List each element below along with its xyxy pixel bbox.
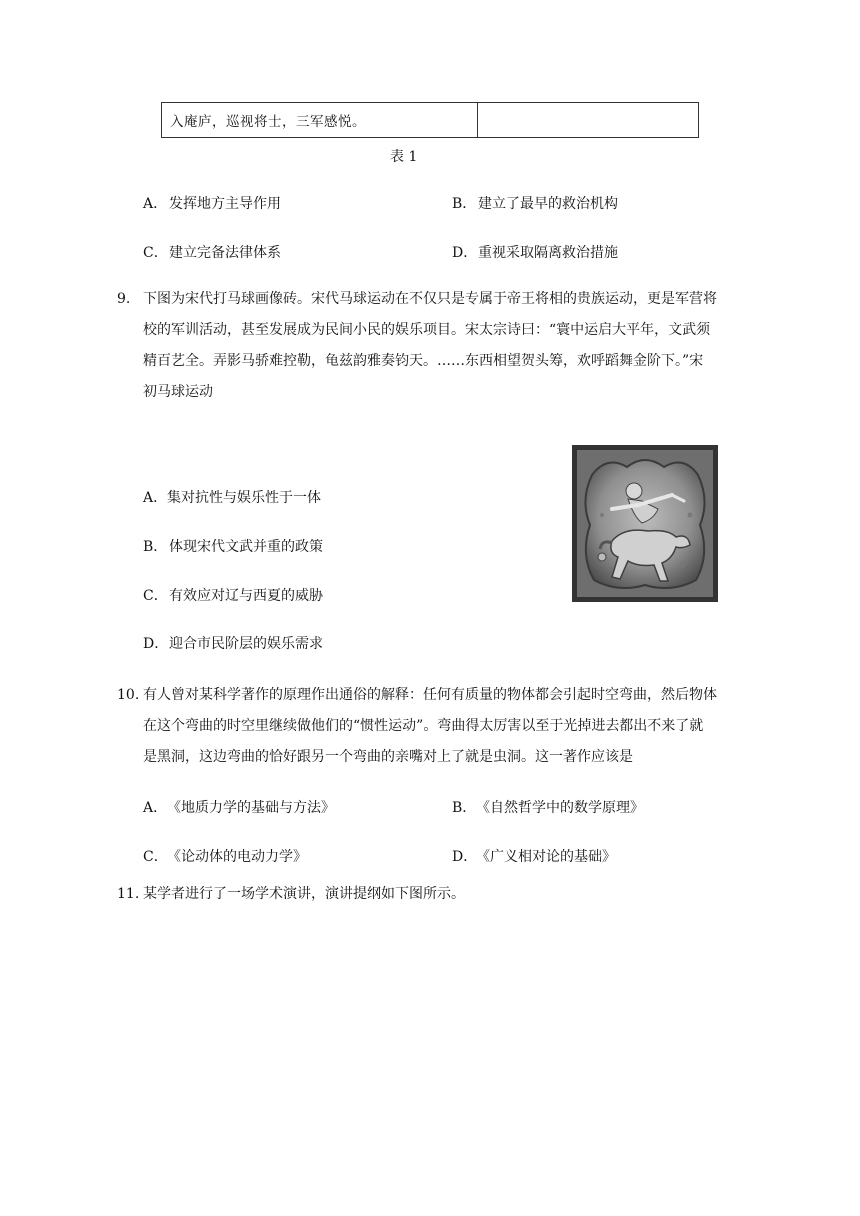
text-line: 在这个弯曲的时空里继续做他们的“惯性运动”。弯曲得太厉害以至于光掉进去都出不来了就 [143,718,704,734]
option-key: D． [452,245,478,261]
text-line: 有人曾对某科学著作的原理作出通俗的解释：任何有质量的物体都会引起时空弯曲，然后物体 [143,687,717,703]
question-number: 11. [117,886,140,902]
option-text: 重视采取隔离救治措施 [478,245,618,261]
option-key: A． [143,196,168,212]
option-text: 《论动体的电动力学》 [167,849,307,865]
q10-option-d[interactable] [452,846,616,866]
text-line: 校的军训活动，甚至发展成为民间小民的娱乐项目。宋太宗诗曰：“寰中运启大平年，文武须 [143,322,711,338]
text-line: 初马球运动 [143,384,213,400]
option-text: 《自然哲学中的数学原理》 [476,800,644,816]
question-9 [117,284,767,414]
option-key: D． [452,849,478,865]
q10-option-b[interactable] [452,797,644,817]
q10-option-c[interactable] [143,846,307,866]
question-10 [117,680,767,780]
option-key: A． [143,490,168,506]
option-text: 体现宋代文武并重的政策 [169,539,323,555]
q8-option-b[interactable] [452,193,618,213]
q9-option-d[interactable] [143,633,323,653]
text-line: 某学者进行了一场学术演讲，演讲提纲如下图所示。 [143,886,465,902]
option-text: 《地质力学的基础与方法》 [167,800,335,816]
option-key: D． [143,636,169,652]
q10-option-a[interactable] [143,797,335,817]
option-key: B． [143,539,168,555]
text-line: 是黑洞，这边弯曲的恰好跟另一个弯曲的亲嘴对上了就是虫洞。这一著作应该是 [143,749,633,765]
question-number: 9. [117,291,131,307]
text-line: 精百艺全。弄影马骄难控勒，龟兹韵雅奏钧天。……东西相望贺头筹，欢呼蹈舞金阶下。”宋 [143,353,704,369]
option-text: 发挥地方主导作用 [169,196,281,212]
option-key: C． [143,245,168,261]
option-text: 集对抗性与娱乐性于一体 [167,490,321,506]
q9-option-c[interactable] [143,585,323,605]
q8-option-a[interactable] [143,193,281,213]
option-key: B． [452,800,477,816]
option-text: 有效应对辽与西夏的威胁 [169,588,323,604]
polo-player-icon [572,445,718,602]
table-caption: 表 1 [390,149,418,165]
polo-relief-brick-image [572,445,718,602]
option-text: 建立了最早的救治机构 [478,196,618,212]
question-text [143,680,717,773]
option-text: 建立完备法律体系 [169,245,281,261]
question-text [143,879,465,910]
table-cell: 入庵庐，巡视将士，三军感悦。 [162,103,478,137]
option-text: 《广义相对论的基础》 [476,849,616,865]
question-number: 10. [117,687,140,703]
table-1 [161,102,699,138]
option-key: B． [452,196,477,212]
question-text [143,284,717,408]
option-key: C． [143,849,168,865]
q9-option-b[interactable] [143,536,323,556]
option-key: C． [143,588,168,604]
question-11 [117,879,767,913]
option-key: A． [143,800,168,816]
text-line: 下图为宋代打马球画像砖。宋代马球运动在不仅只是专属于帝王将相的贵族运动，更是军营将 [143,291,717,307]
q8-option-d[interactable] [452,242,618,262]
table-cell [478,103,698,137]
option-text: 迎合市民阶层的娱乐需求 [169,636,323,652]
q8-option-c[interactable] [143,242,281,262]
q9-option-a[interactable] [143,487,321,507]
